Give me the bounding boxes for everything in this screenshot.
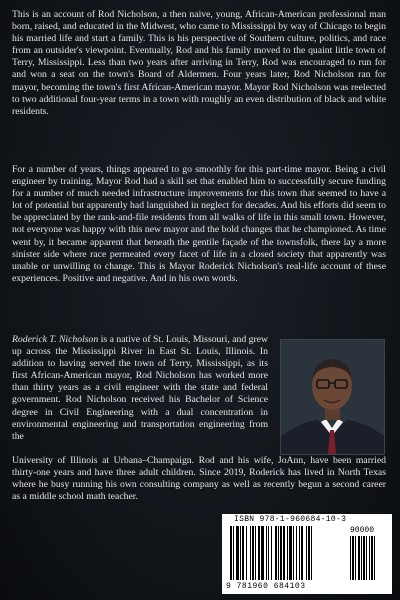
barcode-bars (230, 526, 390, 582)
author-name: Roderick T. Nicholson (12, 334, 99, 345)
synopsis-paragraph-1: This is an account of Rod Nicholson, a then naive, young, African-American professional man born, raised, and educated in the Midwest, who came to Mississippi by way of Chicago to begin his married life and start a family. This is his perspective of Southern culture, politics, and race from an outsider's viewpoint. Eventually, Rod and his family moved to the quaint little town of Terry, Mississippi. Less than two years after arriving in Terry, Rod was encouraged to run for and won a seat on the town's Board of Aldermen. Four years later, Rod Nicholson ran for mayor, becoming the town's first African-American mayor. Mayor Rod Nicholson was reelected to two additional four-year terms in a town with roughly an even distribution of black and white residents. (12, 9, 386, 117)
price-code: 90000 (350, 526, 375, 535)
author-bio-paragraph (12, 334, 268, 443)
author-bio-text: is a native of St. Louis, Missouri, and grew up across the Mississippi River in East St. Louis, Illinois. In addition to having served the town of Terry, Mississippi, as its first African-American mayor, Rod Nicholson has worked more than thirty years as a civil engineer with the state and federal government. Rod Nicholson received his Bachelor of Science degree in Civil Engineering with a dual concentration in environmental engineering and transportation engineering from the (12, 334, 268, 442)
author-portrait-image (281, 340, 384, 454)
synopsis-paragraph-2: For a number of years, things appeared to go smoothly for this part-time mayor. Being a civil engineer by training, Mayor Rod had a skill set that enabled him to successfully secure funding for a number of much needed infrastructure improvements for this town that seemed to have a lot of potential but apparently had languished in neglect for decades. And his efforts did seem to be appreciated by the rank-and-file residents from all walks of life in this small town. However, not everyone was happy with this new mayor and the bold changes that he championed. As time went by, it became apparent that beneath the gentile façade of the townsfolk, there lay a more sinister side where race permeated every facet of life in a closed society that apparently was unable or unwilling to change. This is Mayor Roderick Nicholson's real-life account of these experiences. Positive and negative. And in his own words. (12, 164, 386, 284)
isbn-label: ISBN 978-1-960684-10-3 (234, 515, 347, 524)
author-bio-paragraph-continued: University of Illinois at Urbana–Champaign. Rod and his wife, JoAnn, have been married thirty-one years and have three adult children. Since 2019, Roderick has lived in North Texas where he busy running his own consulting company as well as recently begun a second career as a middle school math teacher. (12, 455, 386, 503)
barcode-number: 9 781960 684103 (226, 582, 306, 591)
isbn-barcode (222, 514, 392, 594)
author-photo (280, 339, 385, 455)
